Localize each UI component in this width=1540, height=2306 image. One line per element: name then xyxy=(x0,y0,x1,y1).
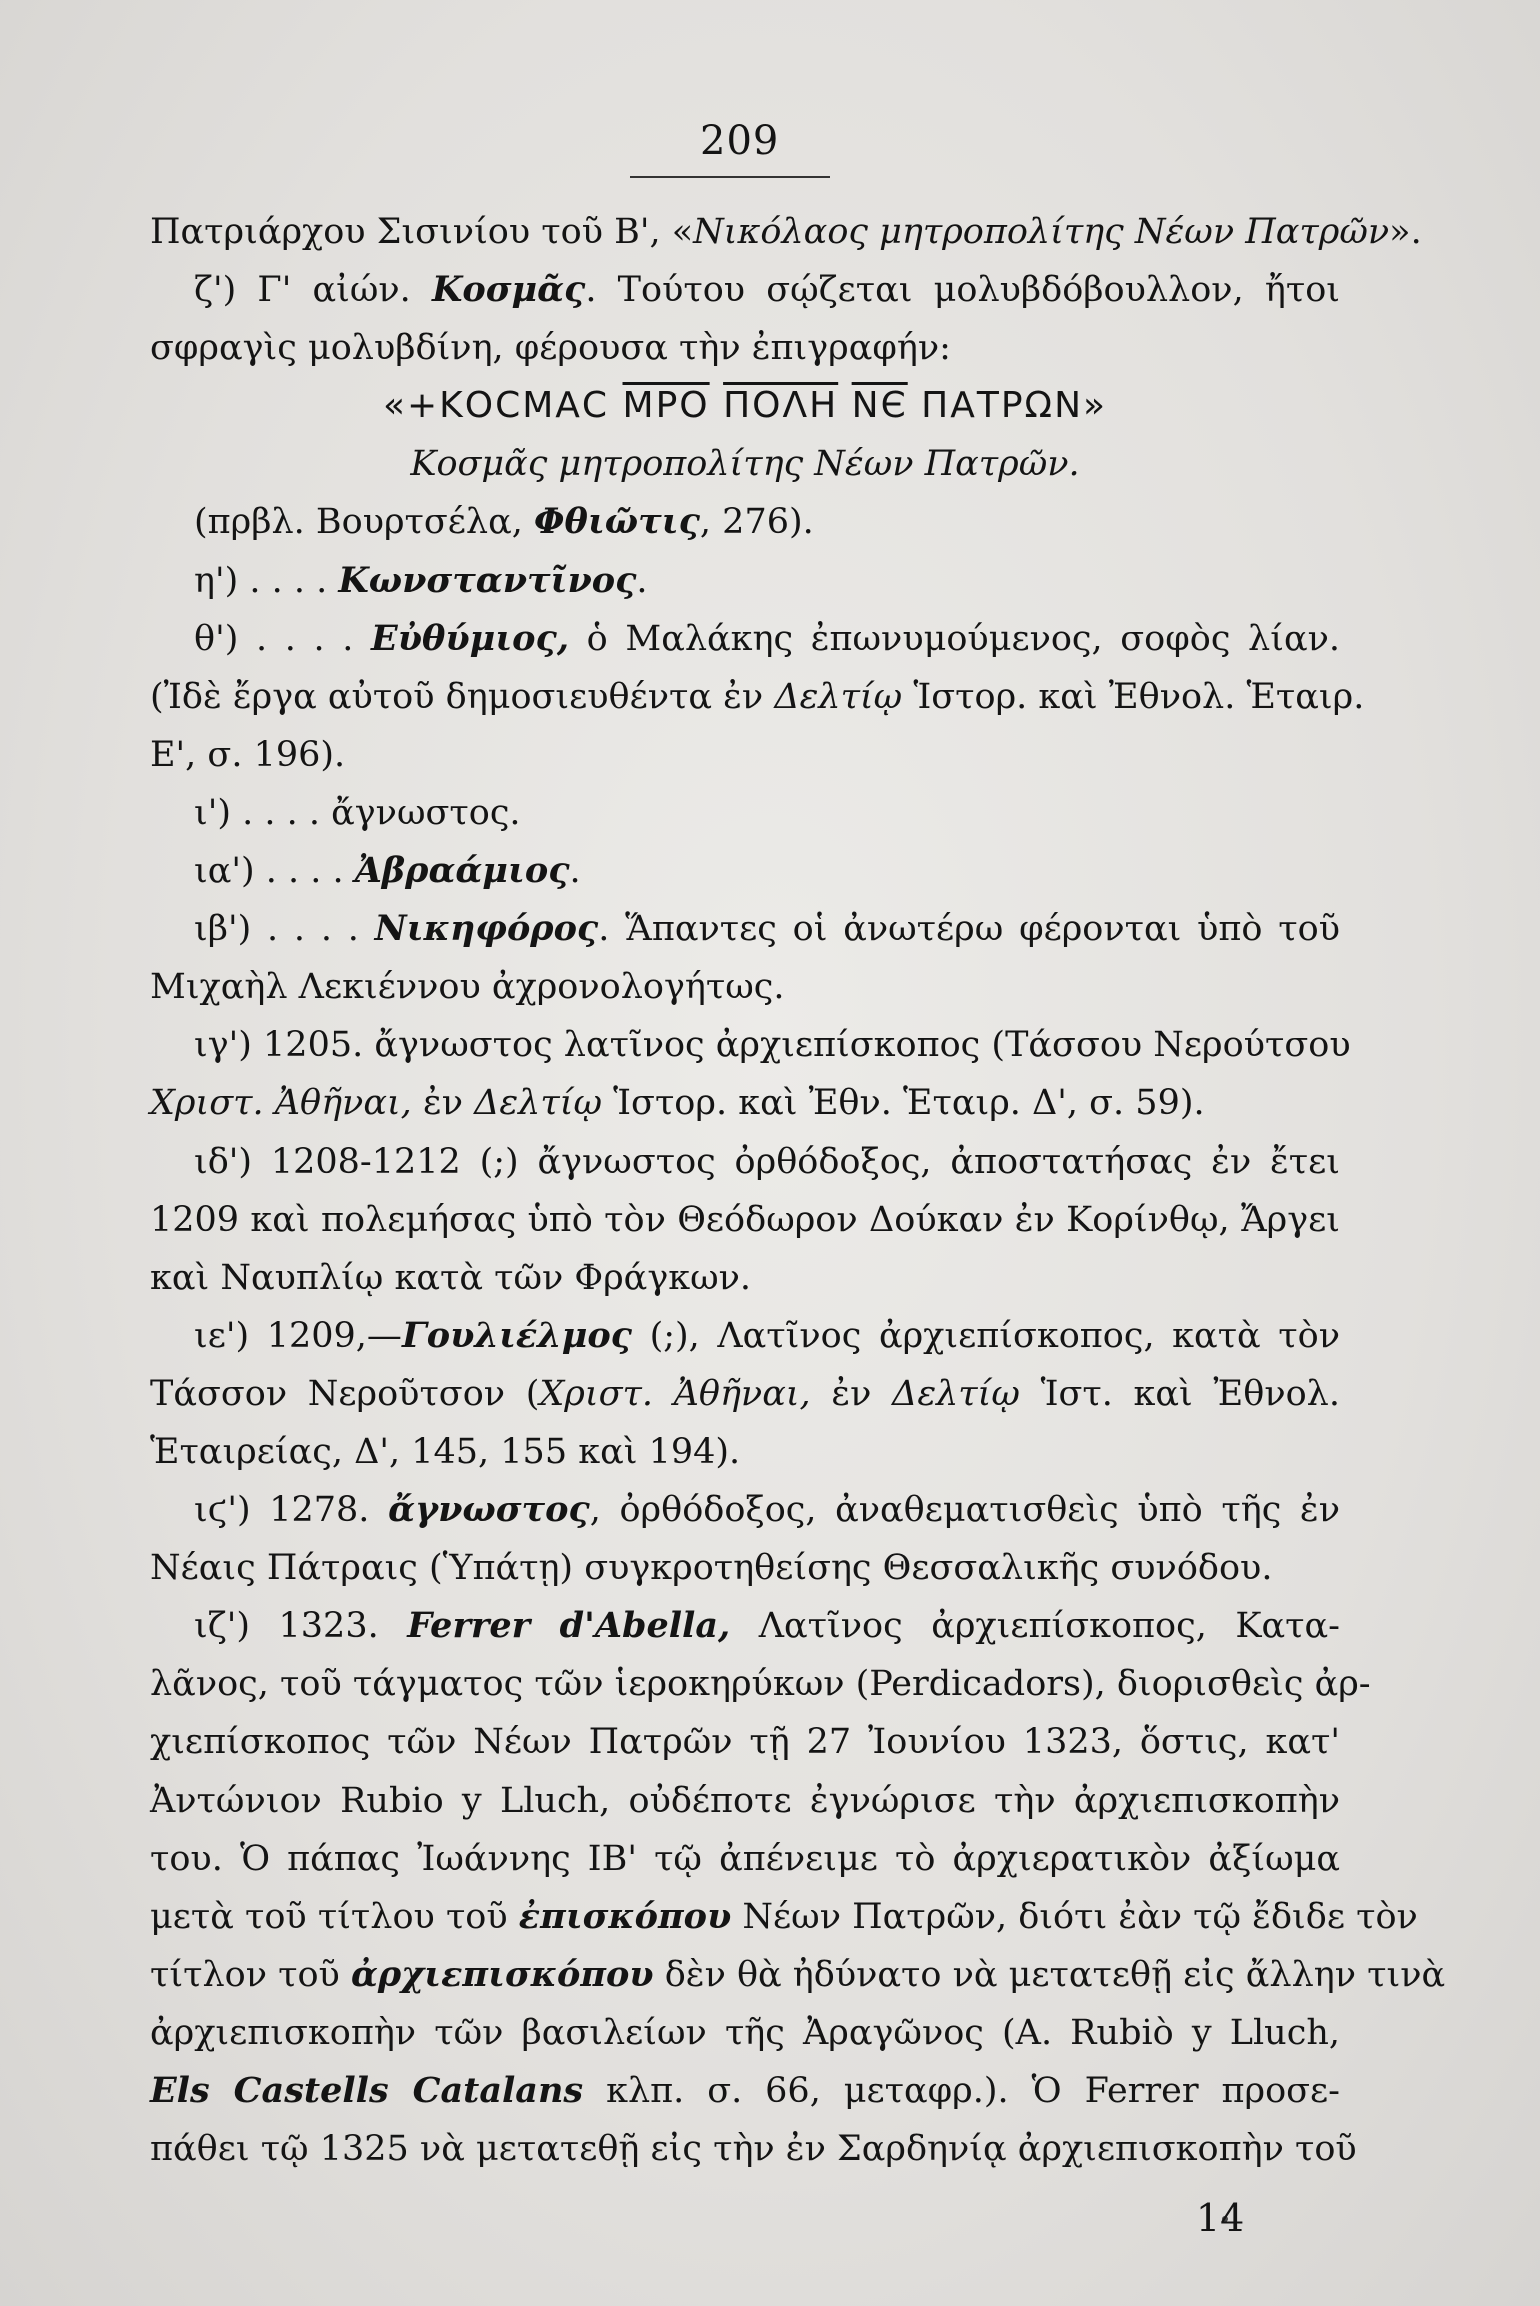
text-line: ιζ') 1323. Ferrer d'Abella, Λατῖνος ἀρχιεπίσκοπος, Κατα- xyxy=(194,1605,1341,1647)
signature-mark: 14 xyxy=(1196,2196,1245,2240)
text-line: ιε') 1209,—Γουλιέλμος (;), Λατῖνος ἀρχιεπίσκοπος, κατὰ τὸν xyxy=(194,1314,1340,1356)
text-line: ιγ') 1205. ἄγνωστος λατῖνος ἀρχιεπίσκοπος (Τάσσου Νερούτσου xyxy=(194,1025,1351,1066)
text-line: Χριστ. Ἀθῆναι, ἐν Δελτίῳ Ἱστορ. καὶ Ἐθν. Ἑταιρ. Δ', σ. 59). xyxy=(150,1083,1205,1124)
text-line: τίτλον τοῦ ἀρχιεπισκόπου δὲν θὰ ἠδύνατο νὰ μετατεθῇ εἰς ἄλλην τινὰ xyxy=(150,1953,1446,1995)
text-line: Τάσσον Νεροῦτσον (Χριστ. Ἀθῆναι, ἐν Δελτίῳ Ἱστ. καὶ Ἐθνολ. xyxy=(150,1373,1340,1414)
text-line: ια') . . . . Ἀβραάμιος. xyxy=(194,850,581,892)
text-line: (Ἰδὲ ἔργα αὐτοῦ δημοσιευθέντα ἐν Δελτίῳ Ἱστορ. καὶ Ἐθνολ. Ἑταιρ. xyxy=(150,676,1365,717)
text-line: Els Castells Catalans κλπ. σ. 66, μεταφρ.). Ὁ Ferrer προσε- xyxy=(150,2070,1340,2111)
text-line: Ἀντώνιον Rubio y Lluch, οὐδέποτε ἐγνώρισε τὴν ἀρχιεπισκοπὴν xyxy=(150,1780,1340,1821)
text-line: Πατριάρχου Σισινίου τοῦ Β', «Νικόλαος μητροπολίτης Νέων Πατρῶν». xyxy=(150,212,1422,252)
page-number-rule xyxy=(630,176,830,178)
text-line: ιϛ') 1278. ἄγνωστος, ὀρθόδοξος, ἀναθεματισθεὶς ὑπὸ τῆς ἐν xyxy=(194,1489,1340,1531)
text-line: (πρβλ. Βουρτσέλα, Φθιῶτις, 276). xyxy=(194,501,814,543)
text-line: ι') . . . . ἄγνωστος. xyxy=(194,792,521,833)
text-line: Μιχαὴλ Λεκιέννου ἀχρονολογήτως. xyxy=(150,967,785,1008)
text-line: Ἑταιρείας, Δ', 145, 155 καὶ 194). xyxy=(150,1431,741,1472)
text-line: η') . . . . Κωνσταντῖνος. xyxy=(194,559,648,601)
text-line: ιδ') 1208-1212 (;) ἄγνωστος ὀρθόδοξος, ἀποστατήσας ἐν ἔτει xyxy=(194,1141,1340,1182)
text-line: μετὰ τοῦ τίτλου τοῦ ἐπισκόπου Νέων Πατρῶν, διότι ἐὰν τῷ ἔδιδε τὸν xyxy=(150,1895,1418,1937)
text-line: θ') . . . . Εὐθύμιος, ὁ Μαλάκης ἐπωνυμούμενος, σοφὸς λίαν. xyxy=(194,617,1340,659)
text-line: ζ') Γ' αἰών. Κοσμᾶς. Τούτου σῴζεται μολυβδόβουλλον, ἤτοι xyxy=(194,269,1340,311)
text-line: Κοσμᾶς μητροπολίτης Νέων Πατρῶν. xyxy=(410,444,1080,485)
text-line: Ε', σ. 196). xyxy=(150,734,346,775)
text-line: λᾶνος, τοῦ τάγματος τῶν ἱεροκηρύκων (Perdicadors), διορισθεὶς ἀρ- xyxy=(150,1664,1371,1705)
text-line: «+ΚΟCΜΑC $\overline{MPO}$ ΠΟΛΗ ΝЄ ΠΑΤΡΩΝ» xyxy=(382,385,1108,427)
text-line: πάθει τῷ 1325 νὰ μετατεθῇ εἰς τὴν ἐν Σαρδηνίᾳ ἀρχιεπισκοπὴν τοῦ xyxy=(150,2129,1357,2170)
text-line: χιεπίσκοπος τῶν Νέων Πατρῶν τῇ 27 Ἰουνίου 1323, ὅστις, κατ' xyxy=(150,1722,1340,1763)
text-line: καὶ Ναυπλίῳ κατὰ τῶν Φράγκων. xyxy=(150,1257,752,1298)
text-line: Νέαις Πάτραις (Ὑπάτῃ) συγκροτηθείσης Θεσσαλικῆς συνόδου. xyxy=(150,1548,1273,1589)
page-number: 209 xyxy=(700,118,780,164)
body-text xyxy=(150,203,1446,2178)
text-line: 1209 καὶ πολεμήσας ὑπὸ τὸν Θεόδωρον Δούκαν ἐν Κορίνθῳ, Ἄργει xyxy=(150,1199,1340,1240)
text-line: σφραγὶς μολυβδίνη, φέρουσα τὴν ἐπιγραφήν: xyxy=(150,328,951,369)
text-line: του. Ὁ πάπας Ἰωάννης ΙΒ' τῷ ἀπένειμε τὸ ἀρχιερατικὸν ἀξίωμα xyxy=(150,1838,1340,1879)
text-line: ἀρχιεπισκοπὴν τῶν βασιλείων τῆς Ἀραγῶνος (A. Rubiò y Lluch, xyxy=(150,2012,1340,2053)
text-line: ιβ') . . . . Νικηφόρος. Ἅπαντες οἱ ἀνωτέρω φέρονται ὑπὸ τοῦ xyxy=(194,908,1340,950)
